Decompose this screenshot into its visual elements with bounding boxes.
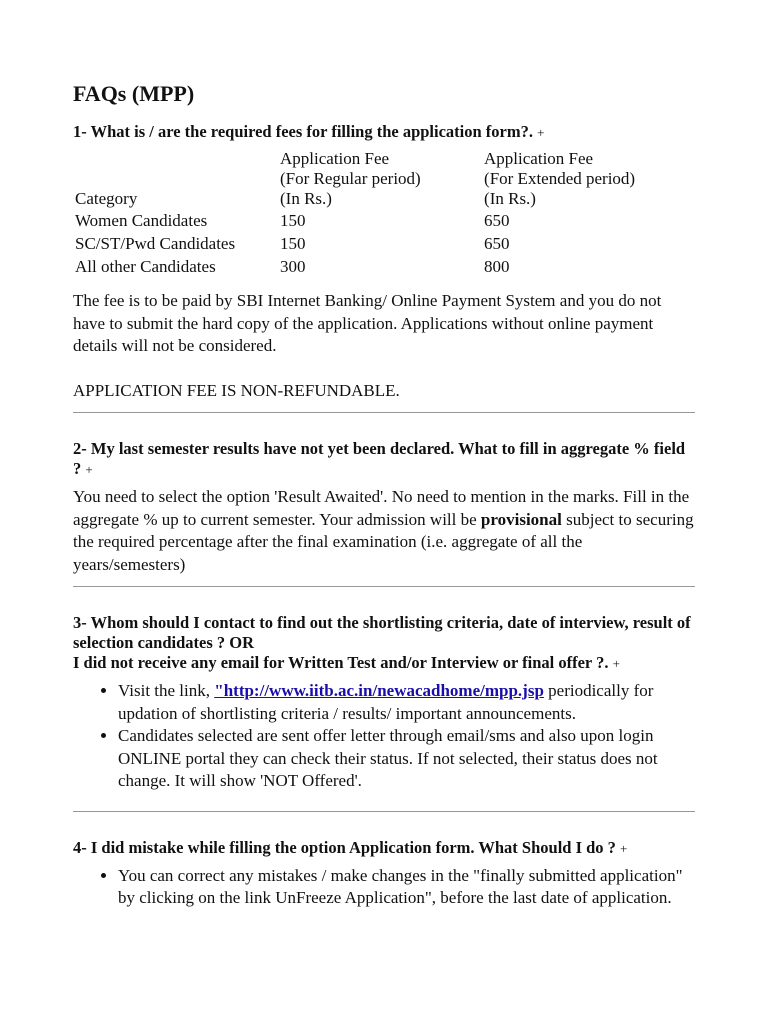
divider <box>73 412 695 413</box>
faq-2 <box>73 439 695 576</box>
faq-2-answer: You need to select the option 'Result Awaited'. No need to mention in the marks. Fill in the aggregate % up to current semester. Your admission will be provisional subject to securing the required percentage after the final examination (i.e. aggregate of all the years/semesters) <box>73 487 694 574</box>
faq-1 <box>73 122 695 402</box>
expand-plus-icon[interactable]: + <box>620 840 628 856</box>
non-refundable-note: APPLICATION FEE IS NON-REFUNDABLE. <box>73 380 400 400</box>
table-cell: All other Candidates <box>75 257 216 276</box>
faq-4 <box>73 838 695 910</box>
divider <box>73 586 695 587</box>
header-extended-fee: Application Fee (For Extended period) (In Rs.) <box>484 149 636 208</box>
faq-3-question-line1: 3- Whom should I contact to find out the shortlisting criteria, date of interview, result of selection candidates ? OR <box>73 613 691 652</box>
table-cell: 150 <box>280 211 306 230</box>
fees-table <box>73 149 695 278</box>
header-category: Category <box>75 189 138 208</box>
faq-3 <box>73 613 695 811</box>
divider <box>73 811 695 812</box>
table-cell: 650 <box>484 211 510 230</box>
list-item: • You can correct any mistakes / make changes in the "finally submitted application" by clicking on the link UnFreeze Application", before the last date of application. <box>118 865 695 910</box>
faq-3-question-line2: I did not receive any email for Written Test and/or Interview or final offer ?. <box>73 653 609 672</box>
faq-2-question-text: 2- My last semester results have not yet been declared. What to fill in aggregate % field ? <box>73 439 686 478</box>
payment-info-paragraph: The fee is to be paid by SBI Internet Banking/ Online Payment System and you do not have to submit the hard copy of the application. Applications without online payment details will not be considered. <box>73 291 662 355</box>
list-item: • Candidates selected are sent offer letter through email/sms and also upon login ONLINE portal they can check their status. If not selected, their status does not change. It will show 'NOT Offered'. <box>118 725 695 793</box>
expand-plus-icon[interactable]: + <box>612 656 620 671</box>
header-regular-fee: Application Fee (For Regular period) (In Rs.) <box>280 149 421 208</box>
expand-plus-icon[interactable]: + <box>85 462 93 477</box>
table-cell: 800 <box>484 257 510 276</box>
faq-4-question-text: 4- I did mistake while filling the option Application form. What Should I do ? <box>73 837 616 857</box>
list-item: • Visit the link, "http://www.iitb.ac.in/newacadhome/mpp.jsp periodically for updation of shortlisting criteria / results/ important announcements. <box>118 680 695 725</box>
table-cell: Women Candidates <box>75 211 208 230</box>
table-row <box>73 209 695 232</box>
table-row <box>73 232 695 255</box>
table-row <box>73 255 695 278</box>
page-title: FAQs (MPP) <box>73 81 195 106</box>
faq-4-answer-list <box>73 865 695 910</box>
table-cell: 150 <box>280 234 306 253</box>
faq-page <box>73 80 695 910</box>
table-cell: SC/ST/Pwd Candidates <box>75 234 236 253</box>
faq-4-question[interactable] <box>73 838 695 859</box>
faq-3-answer-list <box>73 680 695 793</box>
faq-2-question[interactable] <box>73 439 695 480</box>
faq-3-question[interactable] <box>73 613 695 674</box>
table-cell: 300 <box>280 257 306 276</box>
fees-table-header-row <box>73 149 695 209</box>
table-cell: 650 <box>484 234 510 253</box>
provisional-emphasis: provisional <box>480 509 562 529</box>
mpp-link[interactable]: "http://www.iitb.ac.in/newacadhome/mpp.jsp <box>214 681 544 700</box>
faq-1-question-text: 1- What is / are the required fees for filling the application form?. <box>73 122 533 141</box>
faq-1-question[interactable] <box>73 122 695 143</box>
expand-plus-icon[interactable]: + <box>537 125 545 140</box>
